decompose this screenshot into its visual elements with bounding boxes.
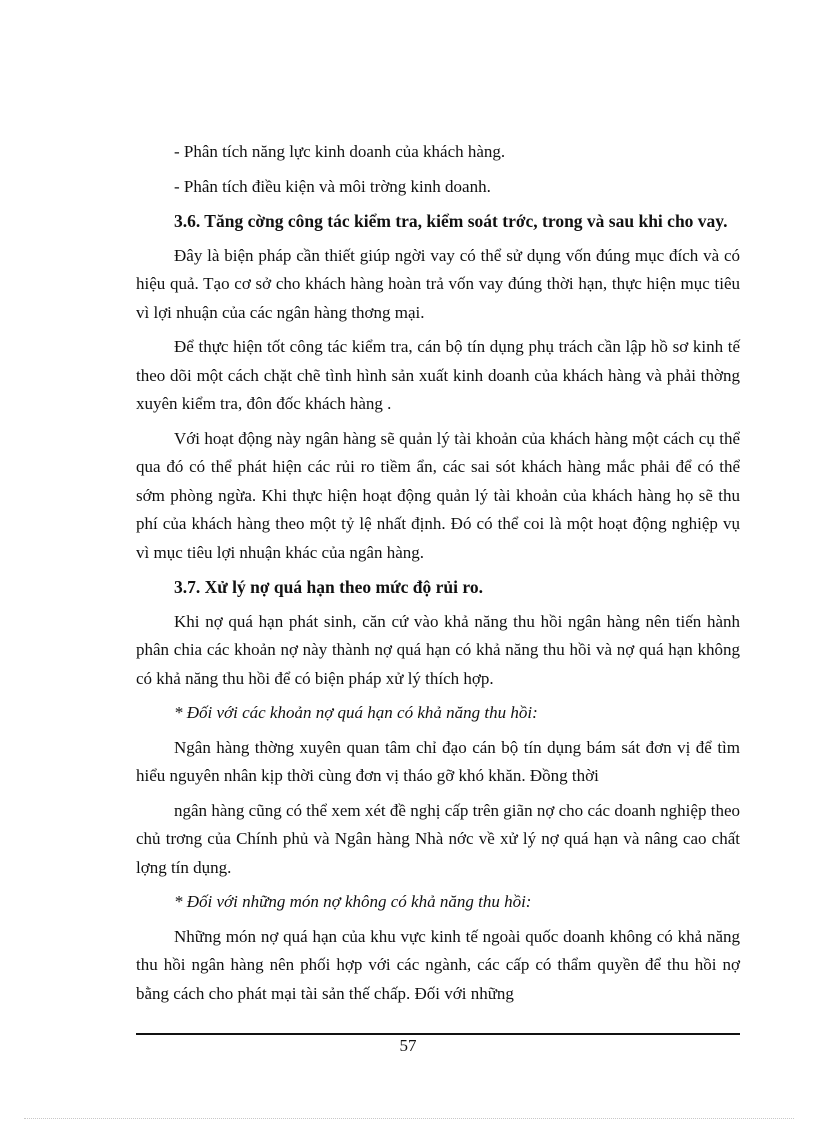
section-heading-3-7: 3.7. Xử lý nợ quá hạn theo mức độ rủi ro.	[174, 577, 483, 597]
subsection-title: * Đối với những món nợ không có khả năng thu hồi:	[174, 892, 532, 911]
paragraph: Để thực hiện tốt công tác kiểm tra, cán bộ tín dụng phụ trách cần lập hồ sơ kinh tế theo dõi một cách chặt chẽ tình hình sản xuất kinh doanh của khách hàng và phải thờng xuyên kiểm tra, đôn đốc khách hàng .	[136, 337, 740, 413]
paragraph: Ngân hàng thờng xuyên quan tâm chỉ đạo cán bộ tín dụng bám sát đơn vị để tìm hiểu nguyên nhân kịp thời cùng đơn vị tháo gỡ khó khăn. Đồng thời	[136, 737, 740, 785]
paragraph: ngân hàng cũng có thể xem xét đề nghị cấp trên giãn nợ cho các doanh nghiệp theo chủ trơng của Chính phủ và Ngân hàng Nhà nớc về xử lý nợ quá hạn và nâng cao chất lợng tín dụng.	[136, 800, 740, 877]
page-number: 57	[399, 1036, 417, 1055]
bullet-item: - Phân tích năng lực kinh doanh của khách hàng.	[174, 142, 506, 161]
paragraph: Những món nợ quá hạn của khu vực kinh tế ngoài quốc doanh không có khả năng thu hồi ngân hàng nên phối hợp với các ngành, các cấp có thẩm quyền để thu hồi nợ bằng cách cho phát mại tài sản thế chấp. Đối với những	[136, 926, 740, 1003]
footer-divider	[136, 1033, 740, 1035]
bullet-item: - Phân tích điều kiện và môi trờng kinh doanh.	[174, 176, 491, 196]
page-edge-divider	[24, 1118, 794, 1119]
paragraph: Với hoạt động này ngân hàng sẽ quản lý tài khoản của khách hàng một cách cụ thể qua đó có thể phát hiện các rủi ro tiềm ẩn, các sai sót khách hàng mắc phải để có thể sớm phòng ngừa. Khi thực hiện hoạt động quản lý tài khoản của khách hàng họ sẽ thu phí của khách hàng theo một tỷ lệ nhất định. Đó có thể coi là một hoạt động nghiệp vụ vì mục tiêu lợi nhuận khác của ngân hàng.	[136, 428, 740, 562]
page-body	[136, 138, 740, 1014]
section-heading-3-6: 3.6. Tăng cờng công tác kiểm tra, kiểm soát trớc, trong và sau khi cho vay.	[174, 211, 728, 231]
paragraph: Khi nợ quá hạn phát sinh, căn cứ vào khả năng thu hồi ngân hàng nên tiến hành phân chia các khoản nợ này thành nợ quá hạn có khả năng thu hồi và nợ quá hạn không có khả năng thu hồi để có biện pháp xử lý thích hợp.	[136, 611, 740, 688]
paragraph: Đây là biện pháp cần thiết giúp ngời vay có thể sử dụng vốn đúng mục đích và có hiệu quả. Tạo cơ sở cho khách hàng hoàn trả vốn vay đúng thời hạn, thực hiện mục tiêu vì lợi nhuận của các ngân hàng thơng mại.	[136, 245, 740, 322]
subsection-title: * Đối với các khoản nợ quá hạn có khả năng thu hồi:	[174, 703, 538, 722]
